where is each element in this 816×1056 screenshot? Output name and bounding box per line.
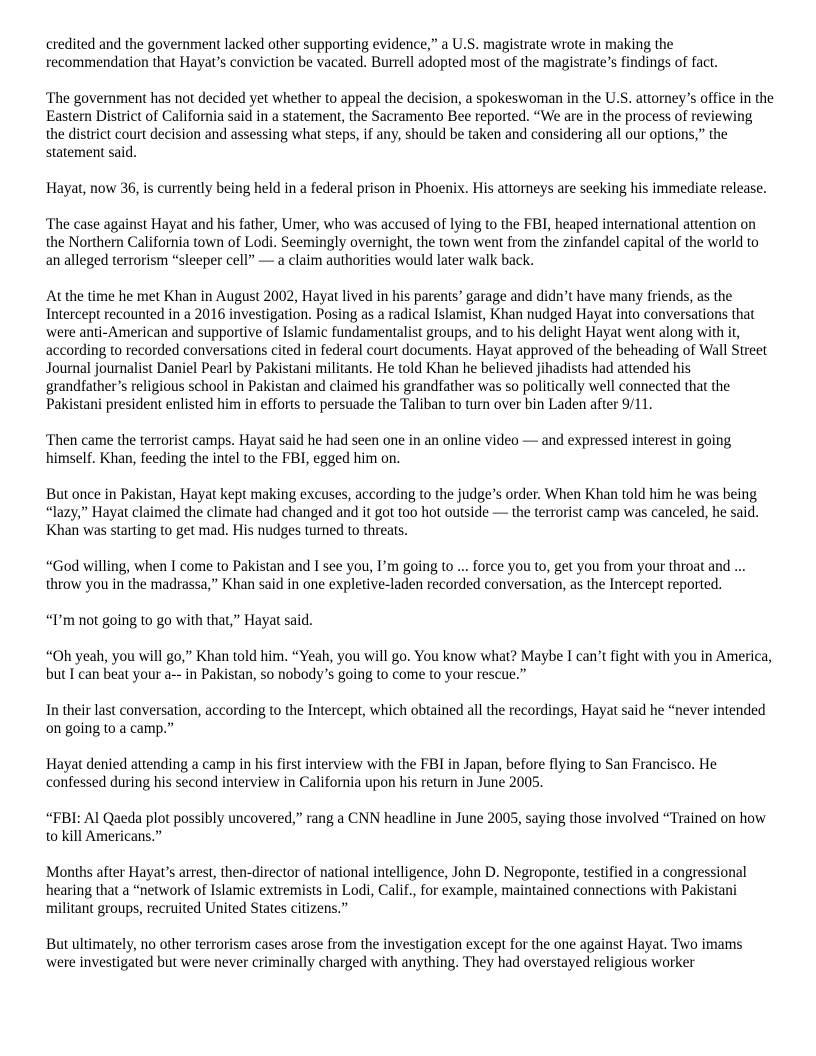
article-paragraph: “God willing, when I come to Pakistan and I see you, I’m going to ... force you to, get you from your throat and ... throw you in the madrassa,” Khan said in one expletive-laden recorded conversation, as the Intercept reported. (46, 558, 746, 593)
article-paragraph: The case against Hayat and his father, Umer, who was accused of lying to the FBI, heaped international attention on the Northern California town of Lodi. Seemingly overnight, the town went from the zinfandel capital of the world to an alleged terrorism “sleeper cell” — a claim authorities would later walk back. (46, 216, 759, 269)
article-paragraph: “Oh yeah, you will go,” Khan told him. “Yeah, you will go. You know what? Maybe I can’t fight with you in America, but I can beat your a-- in Pakistan, so nobody’s going to come to your rescue.” (46, 648, 772, 683)
article-paragraph: “I’m not going to go with that,” Hayat said. (46, 612, 313, 629)
article-paragraph: Months after Hayat’s arrest, then-director of national intelligence, John D. Negroponte, testified in a congressional hearing that a “network of Islamic extremists in Lodi, Calif., for example, maintained connections with Pakistani militant groups, recruited United States citizens.” (46, 864, 747, 917)
article-paragraph: The government has not decided yet whether to appeal the decision, a spokeswoman in the U.S. attorney’s office in the Eastern District of California said in a statement, the Sacramento Bee reported. “We are in the process of reviewing the district court decision and assessing what steps, if any, should be taken and considering all our options,” the statement said. (46, 90, 774, 161)
article-paragraph: Hayat denied attending a camp in his first interview with the FBI in Japan, before flying to San Francisco. He confessed during his second interview in California upon his return in June 2005. (46, 756, 717, 791)
article-paragraph: “FBI: Al Qaeda plot possibly uncovered,” rang a CNN headline in June 2005, saying those involved “Trained on how to kill Americans.” (46, 810, 766, 845)
article-body (46, 36, 774, 990)
article-paragraph: Then came the terrorist camps. Hayat said he had seen one in an online video — and expressed interest in going himself. Khan, feeding the intel to the FBI, egged him on. (46, 432, 732, 467)
article-paragraph: credited and the government lacked other supporting evidence,” a U.S. magistrate wrote in making the recommendation that Hayat’s conviction be vacated. Burrell adopted most of the magistrate’s findings of fact. (46, 36, 719, 71)
article-paragraph: Hayat, now 36, is currently being held in a federal prison in Phoenix. His attorneys are seeking his immediate release. (46, 180, 767, 197)
article-paragraph: At the time he met Khan in August 2002, Hayat lived in his parents’ garage and didn’t have many friends, as the Intercept recounted in a 2016 investigation. Posing as a radical Islamist, Khan nudged Hayat into conversations that were anti-American and supportive of Islamic fundamentalist groups, and to his delight Hayat went along with it, according to recorded conversations cited in federal court documents. Hayat approved of the beheading of Wall Street Journal journalist Daniel Pearl by Pakistani militants. He told Khan he believed jihadists had attended his grandfather’s religious school in Pakistan and claimed his grandfather was so politically well connected that the Pakistani president enlisted him in efforts to persuade the Taliban to turn over bin Laden after 9/11. (46, 288, 767, 413)
article-paragraph: In their last conversation, according to the Intercept, which obtained all the recordings, Hayat said he “never intended on going to a camp.” (46, 702, 766, 737)
article-paragraph: But ultimately, no other terrorism cases arose from the investigation except for the one against Hayat. Two imams were investigated but were never criminally charged with anything. They had overstayed religious worker (46, 936, 743, 971)
article-paragraph: But once in Pakistan, Hayat kept making excuses, according to the judge’s order. When Khan told him he was being “lazy,” Hayat claimed the climate had changed and it got too hot outside — the terrorist camp was canceled, he said. Khan was starting to get mad. His nudges turned to threats. (46, 486, 760, 539)
